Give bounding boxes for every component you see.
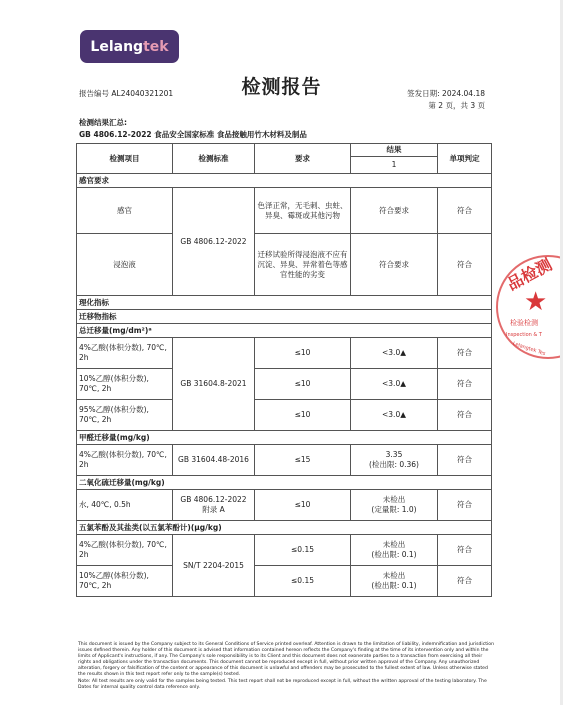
stamp-middle-text: 检验检测 (510, 319, 538, 327)
cell-item: 感官 (77, 188, 173, 234)
cell-item: 4%乙酸(体积分数), 70℃, 2h (77, 445, 173, 476)
logo-text-accent: tek (143, 38, 169, 55)
star-icon: ★ (524, 287, 548, 317)
standard-line-1: GB 4806.12-2022 (180, 495, 247, 504)
cell-verdict: 符合 (438, 535, 492, 566)
result-value: 未检出 (382, 571, 406, 580)
cell-item: 水, 40℃, 0.5h (77, 490, 173, 521)
cell-requirement: 迁移试验所得浸泡液不应有沉淀、异臭、异常着色等感官性能的劣变 (255, 234, 351, 296)
cell-item: 10%乙醇(体积分数), 70℃, 2h (77, 369, 173, 400)
cell-result: <3.0▲ (351, 338, 438, 369)
table-row (77, 445, 492, 476)
cell-requirement: ≤0.15 (255, 535, 351, 566)
table-row (77, 234, 492, 296)
result-limit: (检出限: 0.1) (371, 550, 417, 559)
cell-verdict: 符合 (438, 566, 492, 597)
header-item: 检测项目 (77, 144, 173, 174)
table-row (77, 188, 492, 234)
cell-standard: GB 31604.48-2016 (173, 445, 255, 476)
header-requirement: 要求 (255, 144, 351, 174)
section-total-migration: 总迁移量(mg/dm²)ᵃ (77, 324, 492, 338)
cell-requirement: ≤15 (255, 445, 351, 476)
table-row (77, 535, 492, 566)
table-row (77, 566, 492, 597)
summary-heading: 检测结果汇总: (79, 118, 127, 127)
cell-item: 10%乙醇(体积分数), 70℃, 2h (77, 566, 173, 597)
cell-verdict: 符合 (438, 400, 492, 431)
cell-result (351, 445, 438, 476)
cell-verdict: 符合 (438, 188, 492, 234)
footer-disclaimer: This document is issued by the Company subject to its General Conditions of Service printed overleaf. Attention is drawn to the limitation of liability, indemnification and jurisdiction issues defined therein. Any holder of this document is advised that information contained hereon reflects the Company's finding at the time of its intervention only and within the limits of Applicant's instructions, if any. The Company's sole responsibility is to its Client and this document does not exonerate parties to a transaction from exercising all their rights and obligations under the transaction documents. This document cannot be reproduced except in full, without prior written approval of the Company. Any unauthorized alteration, forgery or falsification of the content or appearance of this document is unlawful and offenders may be prosecuted to the fullest extent of law. Unless otherwise stated the results shown in this test report refer only to the sample(s) tested. (78, 642, 495, 678)
results-table (76, 143, 492, 597)
table-row (77, 490, 492, 521)
cell-standard: GB 4806.12-2022 (173, 188, 255, 296)
header-standard: 检测标准 (173, 144, 255, 174)
cell-result (351, 566, 438, 597)
cell-verdict: 符合 (438, 234, 492, 296)
cell-item: 95%乙醇(体积分数), 70℃, 2h (77, 400, 173, 431)
section-so2: 二氧化硫迁移量(mg/kg) (77, 476, 492, 490)
section-pcp: 五氯苯酚及其盐类(以五氯苯酚计)(μg/kg) (77, 521, 492, 535)
cell-result: 符合要求 (351, 188, 438, 234)
cell-requirement: ≤10 (255, 369, 351, 400)
cell-requirement: ≤10 (255, 338, 351, 369)
result-value: 未检出 (382, 495, 406, 504)
result-value: 未检出 (382, 540, 406, 549)
cell-verdict: 符合 (438, 445, 492, 476)
page-indicator: 第 2 页，共 3 页 (428, 101, 485, 110)
cell-result (351, 535, 438, 566)
stamp-english-text: Inspection & T (506, 332, 542, 338)
result-value: 3.35 (385, 450, 403, 459)
standard-line: GB 4806.12-2022 食品安全国家标准 食品接触用竹木材料及制品 (79, 130, 307, 139)
section-formaldehyde: 甲醛迁移量(mg/kg) (77, 431, 492, 445)
footer-note: Note: All test results are only valid for the samples being tested. This test report shall not be reproduced except in full, without the written approval of the testing laboratory. The Dates for internal quality control data reference only. (78, 678, 487, 690)
cell-result: <3.0▲ (351, 400, 438, 431)
logo-text-main: Lelang (90, 38, 144, 55)
cell-standard (173, 490, 255, 521)
standard-line-2: 附录 A (202, 505, 225, 514)
header-sample-number: 1 (351, 157, 438, 174)
stamp-top-text: 品检测 (503, 254, 556, 295)
result-limit: (检出限: 0.36) (369, 460, 419, 469)
header-result: 结果 (351, 144, 438, 157)
company-logo (80, 30, 179, 63)
result-limit: (定量限: 1.0) (371, 505, 417, 514)
cell-requirement: ≤10 (255, 490, 351, 521)
sign-date: 签发日期: 2024.04.18 (407, 89, 485, 98)
cell-result: 符合要求 (351, 234, 438, 296)
report-title: 检测报告 (241, 76, 322, 98)
legal-footer (78, 642, 496, 691)
cell-requirement: 色泽正常，无毛刺、虫蛀、异臭、霉斑或其他污物 (255, 188, 351, 234)
cell-item: 浸泡液 (77, 234, 173, 296)
cell-verdict: 符合 (438, 490, 492, 521)
stamp-footer-text: Lelangtek Tes (511, 340, 547, 358)
cell-item: 4%乙酸(体积分数), 70℃, 2h (77, 338, 173, 369)
header-verdict: 单项判定 (438, 144, 492, 174)
cell-result: <3.0▲ (351, 369, 438, 400)
section-migration: 迁移物指标 (77, 310, 492, 324)
cell-verdict: 符合 (438, 369, 492, 400)
cell-verdict: 符合 (438, 338, 492, 369)
cell-requirement: ≤0.15 (255, 566, 351, 597)
result-limit: (检出限: 0.1) (371, 581, 417, 590)
cell-requirement: ≤10 (255, 400, 351, 431)
cell-standard: SN/T 2204-2015 (173, 535, 255, 597)
section-physchem: 理化指标 (77, 296, 492, 310)
table-row (77, 400, 492, 431)
section-sensory: 感官要求 (77, 174, 492, 188)
table-row (77, 369, 492, 400)
cell-result (351, 490, 438, 521)
cell-item: 4%乙酸(体积分数), 70℃, 2h (77, 535, 173, 566)
report-number: 报告编号 AL24040321201 (79, 89, 174, 98)
cell-standard: GB 31604.8-2021 (173, 338, 255, 431)
table-row (77, 338, 492, 369)
